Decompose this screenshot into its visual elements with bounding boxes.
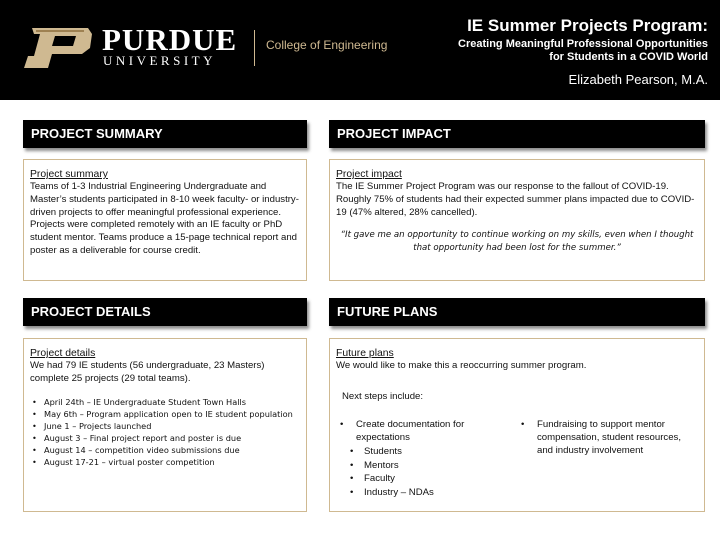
next-steps-column-2 (517, 418, 698, 499)
timeline-item: • April 24th – IE Undergraduate Student Town Halls (30, 396, 300, 408)
next-step-subitem: • Students (336, 445, 517, 458)
purdue-p-motion-mark-icon (22, 26, 94, 70)
impact-body: The IE Summer Project Program was our response to the fallout of COVID-19. Roughly 75% of students had their expected summer plans impacted due to COVID-19 (47% altered, 28% cancelled). (336, 181, 695, 218)
purdue-logo (22, 22, 388, 74)
next-step-subitem: • Mentors (336, 459, 517, 472)
poster-subtitle-line-1: Creating Meaningful Professional Opportunities (458, 38, 708, 50)
future-title: Future plans (336, 348, 394, 359)
student-quote: “It gave me an opportunity to continue working on my skills, even when I thought that opportunity had been lost for the summer.” (340, 230, 694, 253)
timeline-item: • June 1 – Projects launched (30, 420, 300, 432)
next-step-sublist (336, 445, 517, 499)
details-body: We had 79 IE students (56 undergraduate, 23 Masters) complete 25 projects (29 total teams). (30, 360, 265, 384)
details-title: Project details (30, 348, 96, 359)
poster-title: IE Summer Projects Program: (467, 16, 708, 35)
impact-panel (329, 159, 705, 281)
summary-heading: PROJECT SUMMARY (23, 120, 307, 148)
logo-university: UNIVERSITY (103, 53, 216, 68)
summary-body: Teams of 1-3 Industrial Engineering Undergraduate and Master’s students participated in 8-10 week faculty- or industry-driven projects to offer meaningful professional experience. Projects were completed remotely with an IE faculty or PhD student mentor. Teams produce a 15-page technical report and poster as a deliverable for course credit. (30, 181, 299, 256)
timeline-item: • August 14 – competition video submissions due (30, 444, 300, 456)
logo-wordmark: PURDUE (102, 22, 238, 57)
college-name: College of Engineering (266, 38, 388, 52)
timeline-list (30, 396, 300, 468)
timeline-item: • August 17-21 – virtual poster competition (30, 456, 300, 468)
future-body: We would like to make this a reoccurring summer program. (336, 360, 587, 371)
next-steps-column-1 (336, 418, 517, 499)
summary-title: Project summary (30, 169, 108, 180)
details-panel (23, 338, 307, 512)
logo-divider (254, 30, 255, 66)
next-step-subitem: • Faculty (336, 472, 517, 485)
timeline-item: • August 3 – Final project report and poster is due (30, 432, 300, 444)
next-steps-lead: Next steps include: (342, 390, 424, 402)
next-step-item: • Fundraising to support mentor compensation, student resources, and industry involvement (517, 418, 698, 458)
header-banner (0, 0, 720, 100)
impact-heading: PROJECT IMPACT (329, 120, 705, 148)
summary-panel (23, 159, 307, 281)
timeline-item: • May 6th – Program application open to IE student population (30, 408, 300, 420)
future-panel (329, 338, 705, 512)
poster-title-block (378, 16, 708, 88)
poster-author: Elizabeth Pearson, M.A. (568, 72, 708, 87)
poster-subtitle-line-2: for Students in a COVID World (549, 51, 708, 63)
future-heading: FUTURE PLANS (329, 298, 705, 326)
next-steps-columns (336, 418, 698, 499)
next-step-subitem: • Industry – NDAs (336, 486, 517, 499)
next-step-item (336, 418, 517, 499)
next-step-label: Create documentation for expectations (356, 418, 465, 443)
details-heading: PROJECT DETAILS (23, 298, 307, 326)
impact-title: Project impact (336, 169, 402, 180)
